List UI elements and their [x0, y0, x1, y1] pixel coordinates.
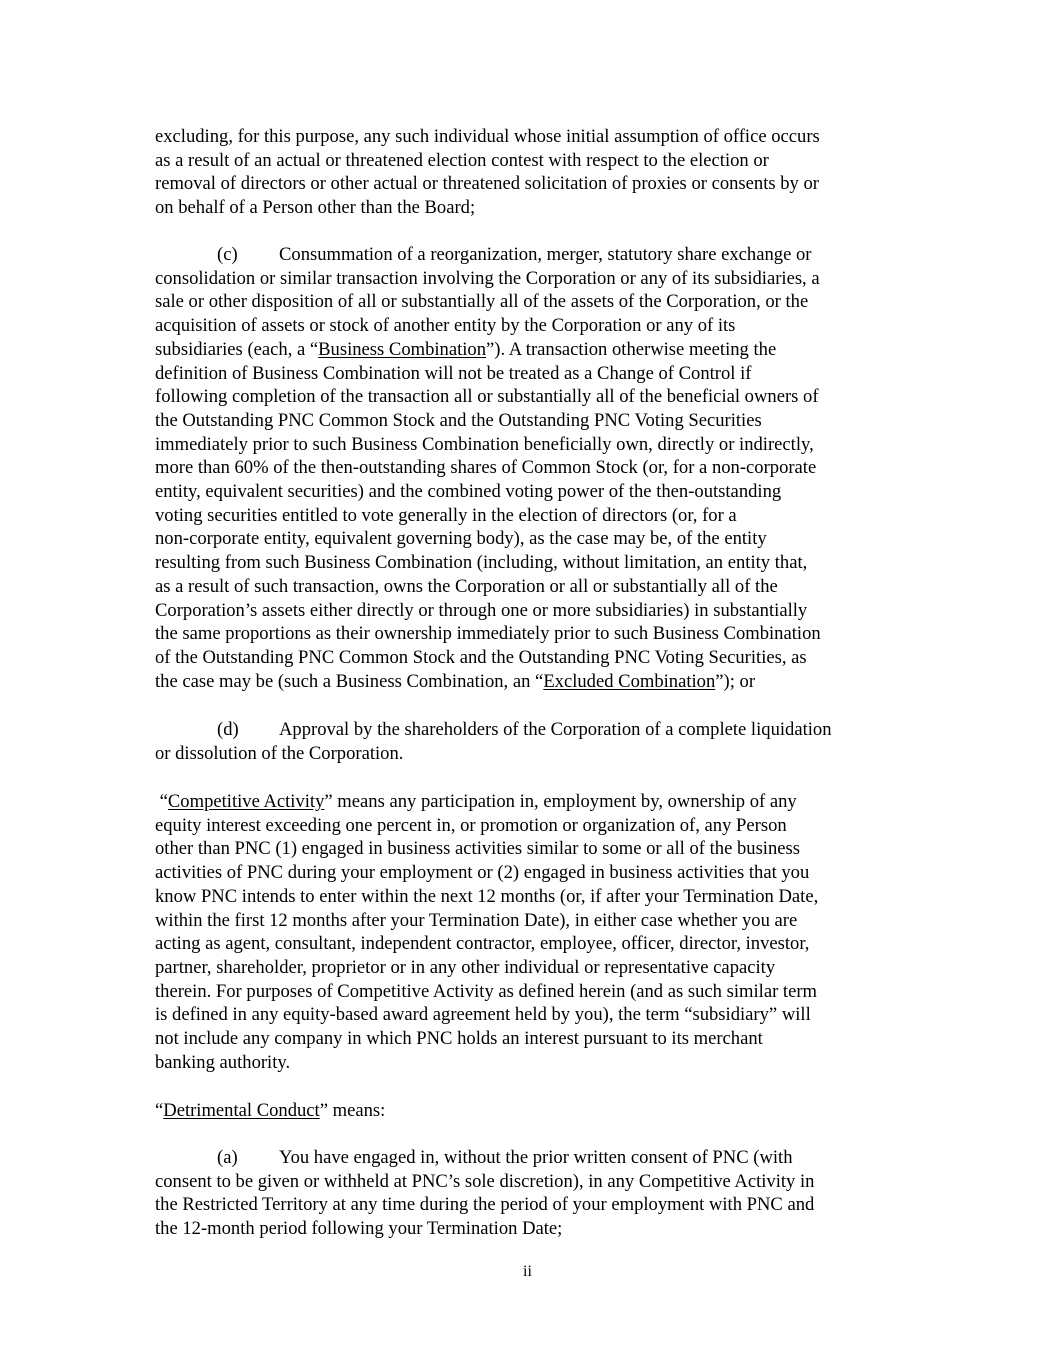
defined-term-excluded-combination: Excluded Combination: [543, 670, 716, 692]
text-line: the same proportions as their ownership immediately prior to such Business Combination: [155, 623, 821, 645]
text-fragment: the case may be (such a Business Combination, an “: [155, 670, 544, 692]
text-fragment: “: [155, 791, 168, 812]
text-line: therein. For purposes of Competitive Activity as defined herein (and as such similar term: [155, 980, 817, 1002]
text-line: of the Outstanding PNC Common Stock and the Outstanding PNC Voting Securities, as: [155, 646, 807, 668]
text-line: other than PNC (1) engaged in business activities similar to some or all of the business: [155, 838, 800, 860]
text-line: excluding, for this purpose, any such individual whose initial assumption of office occurs: [155, 126, 820, 147]
text-line: [155, 790, 900, 814]
text-line: is defined in any equity-based award agreement held by you), the term “subsidiary” will: [155, 1004, 811, 1026]
text-line: resulting from such Business Combination (including, without limitation, an entity that,: [155, 552, 808, 574]
text-line: acting as agent, consultant, independent contractor, employee, officer, director, investor,: [155, 933, 810, 955]
paragraph-competitive-activity: [155, 790, 900, 1074]
text-fragment: subsidiaries (each, a “: [155, 338, 319, 360]
clause-first-line: Consummation of a reorganization, merger, statutory share exchange or: [279, 244, 812, 265]
paragraph-detrimental-conduct: [155, 1099, 900, 1123]
text-line: activities of PNC during your employment or (2) engaged in business activities that you: [155, 862, 810, 884]
paragraph-c-business-combination: [155, 243, 900, 693]
text-line: consolidation or similar transaction involving the Corporation or any of its subsidiaries, a: [155, 267, 820, 289]
text-line: removal of directors or other actual or threatened solicitation of proxies or consents by or: [155, 173, 819, 195]
defined-term-competitive-activity: Competitive Activity: [167, 791, 325, 812]
text-line: [155, 338, 900, 362]
text-line: the Outstanding PNC Common Stock and the Outstanding PNC Voting Securities: [155, 409, 762, 431]
text-line: as a result of an actual or threatened election contest with respect to the election or: [155, 149, 769, 171]
text-line: Corporation’s assets either directly or through one or more subsidiaries) in substantially: [155, 599, 808, 621]
text-line: definition of Business Combination will not be treated as a Change of Control if: [155, 362, 752, 384]
text-line: more than 60% of the then-outstanding shares of Common Stock (or, for a non-corporate: [155, 457, 817, 479]
clause-label: (d): [217, 719, 239, 740]
text-line: voting securities entitled to vote generally in the election of directors (or, for a: [155, 504, 737, 526]
text-line: consent to be given or withheld at PNC’s sole discretion), in any Competitive Activity in: [155, 1170, 815, 1192]
defined-term-detrimental-conduct: Detrimental Conduct: [163, 1100, 320, 1121]
text-line: the 12-month period following your Termination Date;: [155, 1218, 563, 1240]
text-line: equity interest exceeding one percent in, or promotion or organization of, any Person: [155, 814, 787, 836]
clause-first-line: You have engaged in, without the prior written consent of PNC (with: [279, 1147, 793, 1168]
text-fragment: ”); or: [715, 670, 756, 692]
paragraph-board-exclusion: [155, 125, 900, 220]
text-line: [155, 243, 900, 267]
text-fragment: ”). A transaction otherwise meeting the: [486, 338, 777, 360]
clause-label: (c): [217, 244, 238, 265]
text-line: know PNC intends to enter within the next 12 months (or, if after your Termination Date,: [155, 885, 819, 907]
text-line: acquisition of assets or stock of another entity by the Corporation or any of its: [155, 315, 736, 337]
text-line: non-corporate entity, equivalent governing body), as the case may be, of the entity: [155, 528, 767, 550]
text-line: on behalf of a Person other than the Board;: [155, 197, 476, 219]
clause-label: (a): [217, 1147, 238, 1168]
text-line: [155, 670, 900, 694]
text-line: partner, shareholder, proprietor or in any other individual or representative capacity: [155, 956, 776, 978]
text-line: banking authority.: [155, 1051, 291, 1073]
text-line: within the first 12 months after your Termination Date), in either case whether you are: [155, 909, 798, 931]
defined-term-business-combination: Business Combination: [318, 338, 487, 360]
page-number: ii: [523, 1263, 532, 1280]
text-line: [155, 1099, 900, 1123]
text-line: sale or other disposition of all or substantially all of the assets of the Corporation, or the: [155, 291, 809, 313]
text-line: entity, equivalent securities) and the combined voting power of the then-outstanding: [155, 481, 782, 503]
text-line: or dissolution of the Corporation.: [155, 742, 404, 764]
text-line: immediately prior to such Business Combination beneficially own, directly or indirectly,: [155, 433, 814, 455]
paragraph-d-liquidation: [155, 718, 900, 765]
text-line: following completion of the transaction all or substantially all of the beneficial owners of: [155, 386, 819, 408]
paragraph-a-competitive-engagement: [155, 1146, 900, 1241]
text-fragment: ” means:: [319, 1100, 386, 1121]
text-line: not include any company in which PNC holds an interest pursuant to its merchant: [155, 1028, 763, 1050]
text-fragment: “: [155, 1100, 164, 1121]
text-line: the Restricted Territory at any time during the period of your employment with PNC and: [155, 1194, 815, 1216]
text-line: [155, 718, 900, 742]
text-line: [155, 1146, 900, 1170]
text-fragment: ” means any participation in, employment by, ownership of any: [324, 791, 797, 812]
clause-first-line: Approval by the shareholders of the Corporation of a complete liquidation: [279, 719, 832, 740]
text-line: as a result of such transaction, owns the Corporation or all or substantially all of the: [155, 575, 778, 597]
